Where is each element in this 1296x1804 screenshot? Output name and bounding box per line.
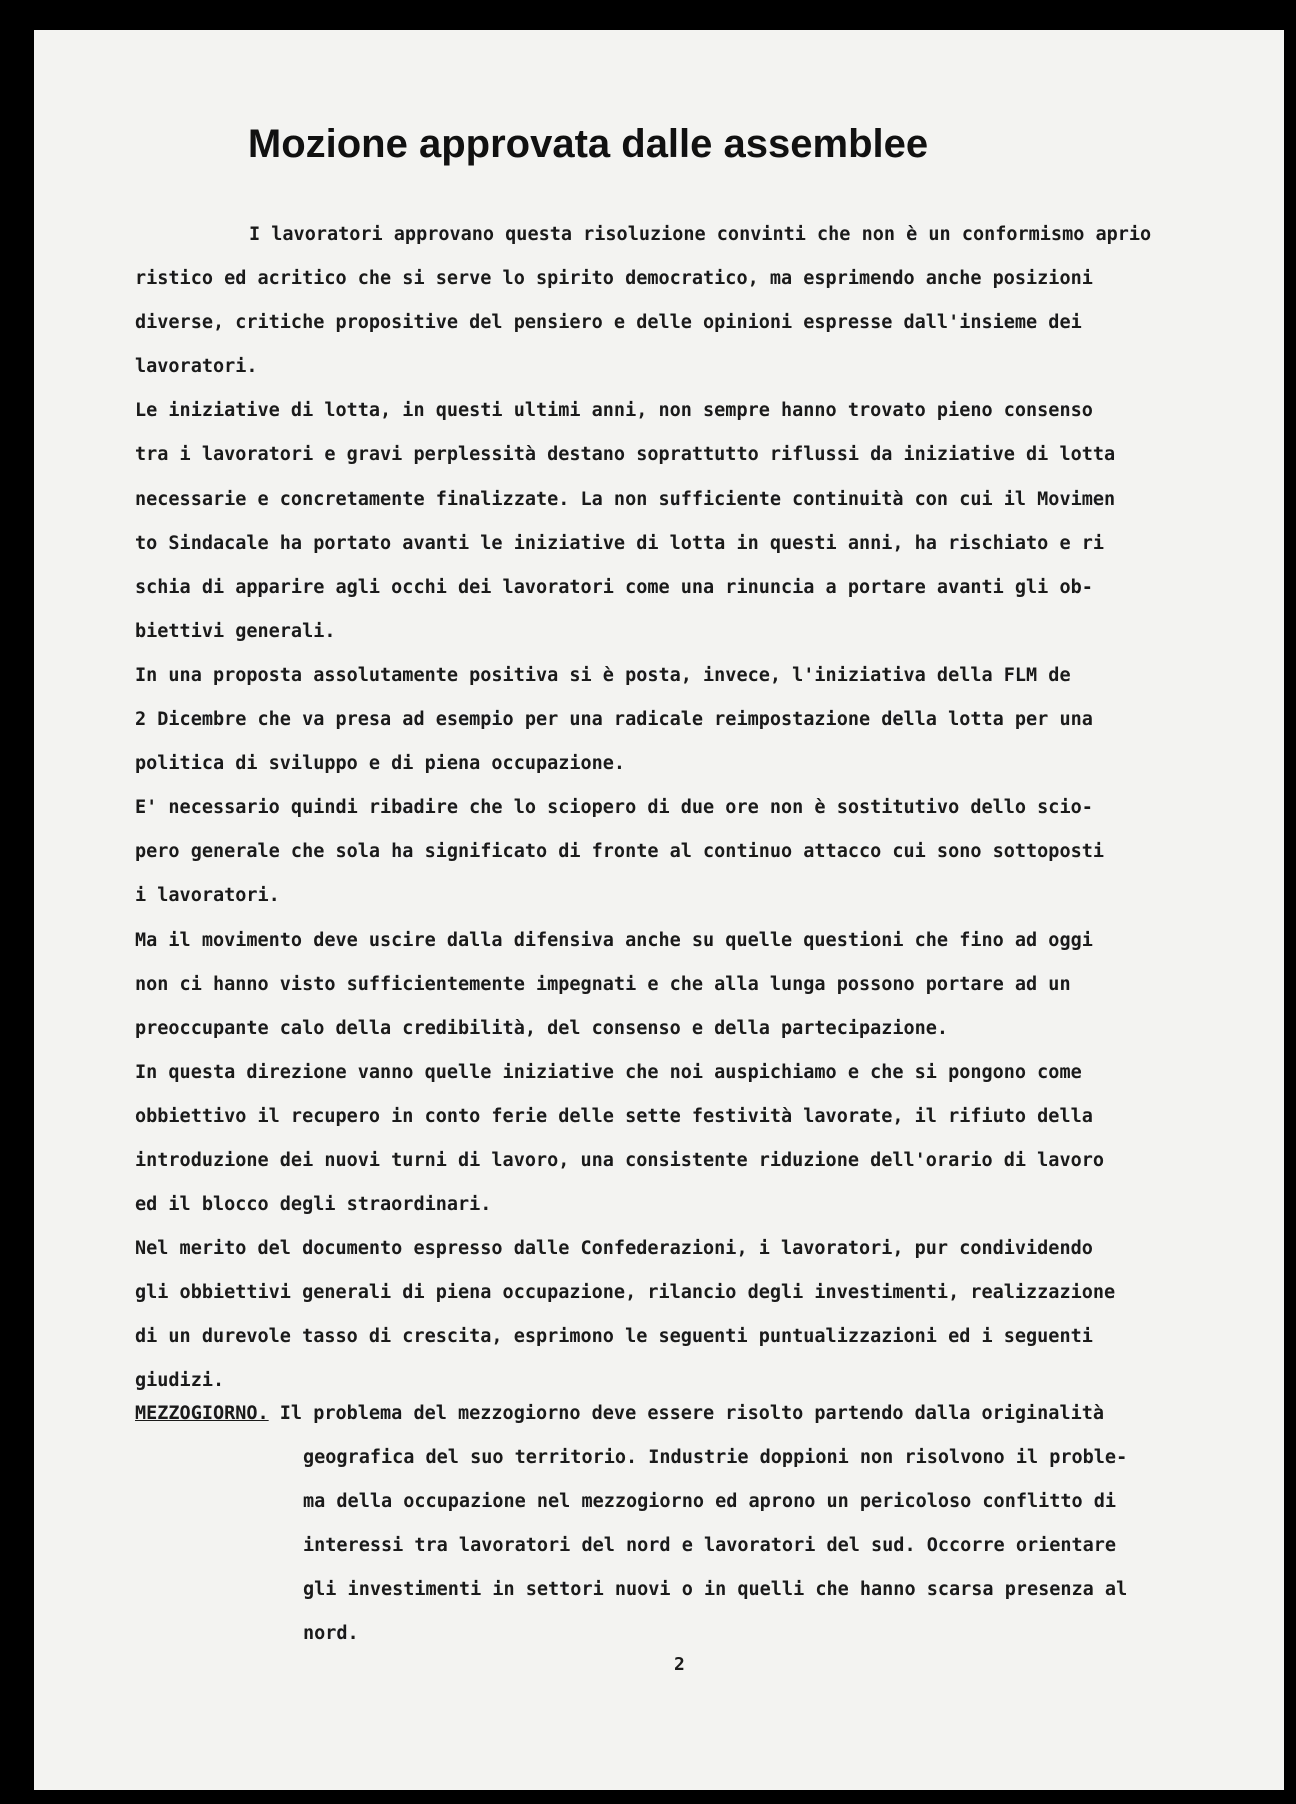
text-line: di un durevole tasso di crescita, esprimono le seguenti puntualizzazioni ed i seguenti: [135, 1326, 1093, 1348]
text-line: biettivi generali.: [135, 620, 336, 642]
text-line: non ci hanno visto sufficientemente impegnati e che alla lunga possono portare ad un: [135, 973, 1071, 995]
section-first-line: [135, 1392, 1275, 1436]
text-line: 2 Dicembre che va presa ad esempio per una radicale reimpostazione della lotta per una: [135, 709, 1093, 731]
body-text: [135, 213, 1275, 1404]
page-title: Mozione approvata dalle assemblee: [247, 122, 929, 166]
section-mezzogiorno: [135, 1392, 1275, 1657]
section-text-line: geografica del suo territorio. Industrie doppioni non risolvono il proble-: [303, 1447, 1128, 1469]
text-line: tra i lavoratori e gravi perplessità destano soprattutto riflussi da iniziative di lotta: [135, 444, 1116, 466]
section-text-line: nord.: [303, 1623, 359, 1645]
text-line: introduzione dei nuovi turni di lavoro, una consistente riduzione dell'orario di lavoro: [135, 1149, 1105, 1171]
text-line: lavoratori.: [135, 356, 258, 378]
section-text-line: interessi tra lavoratori del nord e lavoratori del sud. Occorre orientare: [303, 1535, 1117, 1557]
section-text-line: ma della occupazione nel mezzogiorno ed aprono un pericoloso conflitto di: [303, 1491, 1117, 1513]
text-line: preoccupante calo della credibilità, del consenso e della partecipazione.: [135, 1017, 949, 1039]
text-line: E' necessario quindi ribadire che lo sciopero di due ore non è sostitutivo dello scio-: [135, 797, 1093, 819]
section-first-line-text: Il problema del mezzogiorno deve essere risolto partendo dalla originalità: [268, 1403, 1105, 1424]
text-line: to Sindacale ha portato avanti le iniziative di lotta in questi anni, ha rischiato e ri: [135, 532, 1105, 554]
text-line: ed il blocco degli straordinari.: [135, 1194, 492, 1216]
text-line: giudizi.: [135, 1370, 225, 1392]
text-line: Ma il movimento deve uscire dalla difensiva anche su quelle questioni che fino ad oggi: [135, 929, 1093, 951]
text-line: obbiettivo il recupero in conto ferie delle sette festività lavorate, il rifiuto della: [135, 1105, 1093, 1127]
text-line: politica di sviluppo e di piena occupazione.: [135, 753, 626, 775]
text-line: Nel merito del documento espresso dalle Confederazioni, i lavoratori, pur condividendo: [135, 1238, 1093, 1260]
text-line: necessarie e concretamente finalizzate. La non sufficiente continuità con cui il Movimen: [135, 488, 1116, 510]
text-line: diverse, critiche propositive del pensiero e delle opinioni espresse dall'insieme dei: [135, 312, 1082, 334]
text-line: In questa direzione vanno quelle iniziative che noi auspichiamo e che si pongono come: [135, 1061, 1082, 1083]
document-page: [34, 30, 1284, 1790]
text-line: gli obbiettivi generali di piena occupazione, rilancio degli investimenti, realizzazione: [135, 1282, 1116, 1304]
text-line: pero generale che sola ha significato di fronte al continuo attacco cui sono sottoposti: [135, 841, 1105, 863]
page-number: 2: [674, 1654, 685, 1675]
section-heading: MEZZOGIORNO.: [135, 1403, 269, 1424]
text-line: In una proposta assolutamente positiva si è posta, invece, l'iniziativa della FLM de: [135, 664, 1071, 686]
section-lines: [135, 1436, 1275, 1656]
text-line: I lavoratori approvano questa risoluzione convinti che non è un conformismo aprio: [249, 224, 1152, 245]
text-line: ristico ed acritico che si serve lo spirito democratico, ma esprimendo anche posizioni: [135, 268, 1093, 290]
text-line: i lavoratori.: [135, 885, 280, 907]
text-line: schia di apparire agli occhi dei lavoratori come una rinuncia a portare avanti gli ob-: [135, 576, 1093, 598]
text-line: Le iniziative di lotta, in questi ultimi anni, non sempre hanno trovato pieno consenso: [135, 400, 1093, 422]
section-text-line: gli investimenti in settori nuovi o in quelli che hanno scarsa presenza al: [303, 1579, 1128, 1601]
